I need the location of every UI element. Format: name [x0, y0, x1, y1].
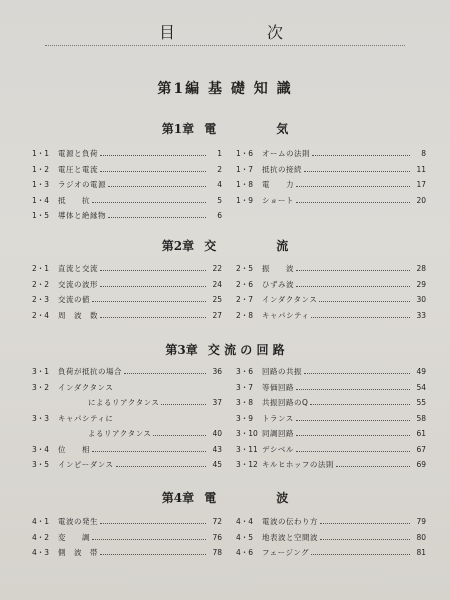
page-number: 37	[212, 398, 222, 407]
dot-leader	[311, 554, 410, 555]
section-title: によるリアクタンス	[88, 398, 160, 407]
page-number: 25	[212, 295, 222, 304]
section-title: ラジオの電源	[58, 180, 106, 189]
page-number: 67	[416, 444, 426, 454]
chapter-2-label: 第2章	[161, 239, 195, 253]
dot-leader	[312, 155, 410, 156]
section-title: 変 調	[58, 532, 90, 542]
dot-leader	[304, 373, 410, 374]
section-title: ひずみ波	[262, 279, 294, 289]
section-number: 3・3	[32, 413, 50, 423]
dot-leader	[100, 270, 206, 271]
section-number: 3・9	[236, 413, 254, 423]
toc-entry	[236, 195, 426, 211]
chapter-1-name: 電 気	[204, 122, 289, 136]
toc-entry	[32, 366, 222, 382]
dot-leader	[108, 186, 206, 187]
toc-entry	[32, 547, 222, 563]
toc-entry	[236, 382, 426, 398]
section-title: ショート	[262, 195, 294, 205]
dot-leader	[100, 317, 206, 318]
section-number: 3・8	[236, 398, 254, 407]
page-number: 2	[217, 164, 222, 174]
toc-entry	[32, 210, 222, 226]
toc-entry	[236, 294, 426, 310]
toc-entry	[236, 444, 426, 460]
section-number: 3・6	[236, 367, 254, 376]
section-number: 4・6	[236, 548, 254, 557]
section-number: 4・2	[32, 532, 50, 542]
page-number: 28	[416, 264, 426, 273]
toc-entry	[236, 516, 426, 532]
toc-entry	[236, 459, 426, 475]
section-title: 抵 抗	[58, 195, 90, 205]
toc-entry	[236, 279, 426, 295]
section-title: インダクタンス	[58, 382, 114, 392]
chapter-1-right-list	[236, 148, 426, 210]
dot-leader	[296, 186, 410, 187]
dot-leader	[100, 554, 206, 555]
section-number: 4・5	[236, 532, 254, 542]
page-number: 69	[416, 460, 426, 469]
section-title: 導体と絶縁物	[58, 211, 106, 220]
dot-leader	[296, 435, 410, 436]
section-title: インダクタンス	[262, 295, 318, 304]
section-title: オームの法則	[262, 149, 310, 158]
section-number: 3・7	[236, 382, 254, 392]
toc-entry	[236, 428, 426, 444]
toc-entry	[236, 547, 426, 563]
dot-leader	[92, 539, 206, 540]
toc-entry	[236, 179, 426, 195]
section-number: 2・4	[32, 310, 50, 320]
chapter-1-label: 第1章	[161, 122, 195, 136]
page-number: 17	[416, 180, 426, 189]
section-number: 3・5	[32, 460, 50, 469]
page-number: 80	[416, 532, 426, 542]
dot-leader	[310, 404, 410, 405]
section-title: 位 相	[58, 444, 90, 454]
chapter-4-label: 第4章	[161, 491, 195, 505]
toc-entry	[32, 179, 222, 195]
section-title: 等価回路	[262, 382, 294, 392]
toc-entry	[236, 164, 426, 180]
section-title: キャパシティ	[262, 310, 310, 320]
toc-entry	[236, 310, 426, 326]
dot-leader	[100, 523, 206, 524]
section-title: 電 力	[262, 180, 294, 189]
page-number: 36	[212, 367, 222, 376]
section-number: 2・8	[236, 310, 254, 320]
dot-leader	[304, 171, 410, 172]
section-title: 共振回路のQ	[262, 398, 309, 407]
page-number: 24	[212, 279, 222, 289]
dot-leader	[108, 217, 206, 218]
toc-entry	[32, 444, 222, 460]
dot-leader	[100, 286, 206, 287]
section-number: 1・9	[236, 195, 254, 205]
toc-entry	[236, 263, 426, 279]
dot-leader	[92, 451, 206, 452]
chapter-4-name: 電 波	[204, 491, 289, 505]
section-number: 2・5	[236, 264, 254, 273]
toc-entry	[32, 148, 222, 164]
section-number: 2・1	[32, 264, 50, 273]
section-title: 地表波と空間波	[262, 532, 318, 542]
toc-entry	[236, 366, 426, 382]
toc-entry	[32, 382, 222, 398]
section-title: キルヒホッフの法則	[262, 460, 334, 469]
dot-leader	[296, 286, 410, 287]
dot-leader	[124, 373, 206, 374]
section-number: 1・8	[236, 180, 254, 189]
toc-entry	[32, 279, 222, 295]
section-number: 3・10	[236, 429, 258, 438]
dot-leader	[311, 317, 410, 318]
dot-leader	[92, 301, 206, 302]
dot-leader	[116, 466, 206, 467]
page-number: 33	[416, 310, 426, 320]
toc-title: 目 次	[158, 23, 321, 42]
chapter-1-heading	[0, 120, 450, 137]
section-number: 1・3	[32, 180, 50, 189]
dot-leader	[320, 523, 410, 524]
toc-entry	[236, 532, 426, 548]
dot-leader	[319, 301, 410, 302]
section-title: 周 波 数	[58, 310, 98, 320]
section-title: 負荷が抵抗の場合	[58, 367, 122, 376]
dot-leader	[320, 539, 410, 540]
section-title: 交流の値	[58, 295, 90, 304]
toc-entry	[236, 397, 426, 413]
page-number: 20	[416, 195, 426, 205]
section-title: デシベル	[262, 444, 294, 454]
toc-entry	[32, 397, 222, 413]
chapter-3-right-list	[236, 366, 426, 475]
page-number: 8	[421, 149, 426, 158]
toc-entry	[32, 532, 222, 548]
page-number: 61	[416, 429, 426, 438]
section-title: 電源と負荷	[58, 149, 98, 158]
page-number: 5	[217, 195, 222, 205]
page-number: 72	[212, 517, 222, 526]
page-number: 45	[212, 460, 222, 469]
page-number: 30	[416, 295, 426, 304]
page-number: 4	[217, 180, 222, 189]
page-number: 78	[212, 548, 222, 557]
part-heading: 第1編 基 礎 知 識	[157, 81, 293, 97]
dot-leader	[100, 171, 206, 172]
chapter-3-heading	[0, 341, 450, 358]
chapter-3-left-list	[32, 366, 222, 475]
section-title: 回路の共振	[262, 367, 302, 376]
dot-leader	[161, 404, 206, 405]
page-number: 40	[212, 429, 222, 438]
section-title: フェージング	[262, 548, 310, 557]
section-number: 2・7	[236, 295, 254, 304]
dot-leader	[296, 420, 410, 421]
toc-entry	[236, 413, 426, 429]
dot-leader	[336, 466, 410, 467]
section-title: 抵抗の接続	[262, 164, 302, 174]
chapter-4-right-list	[236, 516, 426, 563]
section-number: 1・1	[32, 149, 50, 158]
toc-entry	[32, 516, 222, 532]
section-number: 4・4	[236, 517, 254, 526]
page-number: 54	[416, 382, 426, 392]
section-number: 1・2	[32, 164, 50, 174]
section-number: 3・2	[32, 382, 50, 392]
section-number: 2・2	[32, 279, 50, 289]
chapter-3-name: 交 流 の 回 路	[207, 343, 285, 357]
section-number: 1・4	[32, 195, 50, 205]
page-number: 79	[416, 517, 426, 526]
section-title: 振 波	[262, 264, 294, 273]
page-number: 76	[212, 532, 222, 542]
section-number: 4・1	[32, 517, 50, 526]
dot-leader	[92, 202, 206, 203]
page-number: 22	[212, 264, 222, 273]
section-title: 電波の発生	[58, 517, 98, 526]
section-title: 側 波 帯	[58, 548, 98, 557]
toc-entry	[32, 294, 222, 310]
page-number: 27	[212, 310, 222, 320]
chapter-2-name: 交 流	[204, 239, 289, 253]
section-number: 3・12	[236, 460, 258, 469]
section-number: 4・3	[32, 548, 50, 557]
toc-entry	[32, 310, 222, 326]
section-number: 1・7	[236, 164, 254, 174]
page-number: 6	[217, 211, 222, 220]
section-number: 3・1	[32, 367, 50, 376]
section-title: 同調回路	[262, 429, 294, 438]
dot-leader	[296, 451, 410, 452]
section-title: よるリアクタンス	[88, 429, 152, 438]
section-number: 2・3	[32, 295, 50, 304]
page-number: 29	[416, 279, 426, 289]
dot-leader	[100, 155, 206, 156]
toc-entry	[236, 148, 426, 164]
dot-leader	[296, 389, 410, 390]
page-number: 58	[416, 413, 426, 423]
section-title: 電波の伝わり方	[262, 517, 318, 526]
section-title: 直流と交流	[58, 264, 98, 273]
chapter-4-left-list	[32, 516, 222, 563]
chapter-3-label: 第3章	[165, 343, 198, 357]
section-number: 1・5	[32, 211, 50, 220]
chapter-2-left-list	[32, 263, 222, 325]
dot-leader	[296, 202, 410, 203]
section-title: キャパシティに	[58, 413, 114, 423]
section-number: 3・4	[32, 444, 50, 454]
chapter-4-heading	[0, 489, 450, 506]
section-number: 2・6	[236, 279, 254, 289]
toc-entry	[32, 459, 222, 475]
page-number: 55	[416, 398, 426, 407]
chapter-1-left-list	[32, 148, 222, 226]
section-title: トランス	[262, 413, 294, 423]
toc-entry	[32, 164, 222, 180]
page-number: 81	[416, 548, 426, 557]
section-number: 3・11	[236, 444, 258, 454]
page-number: 49	[416, 367, 426, 376]
section-number: 1・6	[236, 149, 254, 158]
toc-entry	[32, 195, 222, 211]
section-title: インピーダンス	[58, 460, 114, 469]
page-number: 1	[217, 149, 222, 158]
title-rule	[45, 45, 405, 46]
dot-leader	[296, 270, 410, 271]
page-number: 11	[416, 164, 426, 174]
chapter-2-heading	[0, 237, 450, 254]
toc-entry	[32, 428, 222, 444]
section-title: 電圧と電流	[58, 164, 98, 174]
page-number: 43	[212, 444, 222, 454]
section-title: 交流の波形	[58, 279, 98, 289]
dot-leader	[153, 435, 206, 436]
chapter-2-right-list	[236, 263, 426, 325]
toc-entry	[32, 263, 222, 279]
toc-entry	[32, 413, 222, 429]
